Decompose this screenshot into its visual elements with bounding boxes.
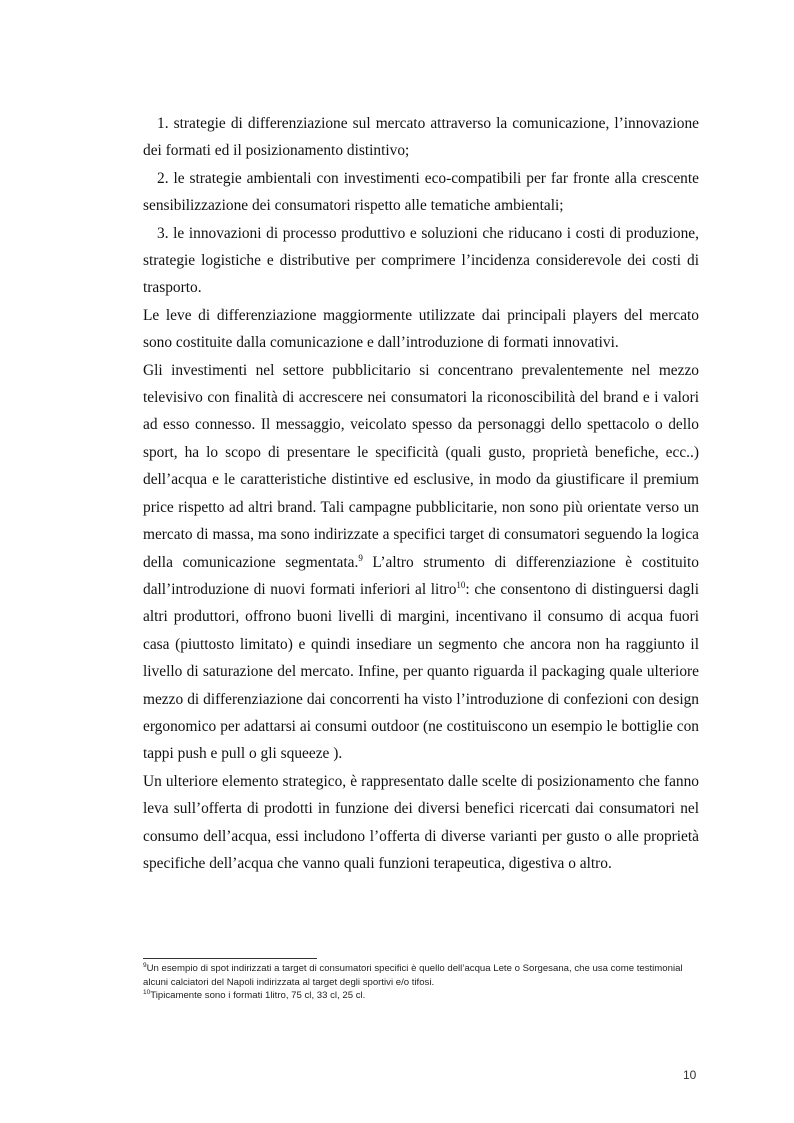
footnote-9-text: Un esempio di spot indirizzati a target di consumatori specifici è quello dell’acqua Lete o Sorgesana, che usa come testimonial alcuni calciatori del Napoli indirizzata al target degli sportivi e/o tifosi.: [143, 963, 683, 988]
paragraph-investimenti: [143, 357, 699, 768]
footnote-separator: [143, 958, 317, 959]
body-text: [143, 110, 699, 877]
paragraph-leve: Le leve di differenziazione maggiormente utilizzate dai principali players del mercato sono costituite dalla comunicazione e dall’introduzione di formati innovativi.: [143, 306, 699, 352]
paragraph-posizionamento: Un ulteriore elemento strategico, è rappresentato dalle scelte di posizionamento che fanno leva sull’offerta di prodotti in funzione dei diversi benefici ricercati dai consumatori nel consumo dell’acqua, essi includono l’offerta di diverse varianti per gusto o alle proprietà specifiche dell’acqua che vanno quali funzioni terapeutica, digestiva o altro.: [143, 772, 699, 872]
footnote-9: [143, 962, 703, 989]
footnotes: [143, 962, 703, 1003]
footnote-10: [143, 989, 703, 1003]
list-item-2: 2. le strategie ambientali con investimenti eco-compatibili per far fronte alla crescente sensibilizzazione dei consumatori rispetto alle tematiche ambientali;: [143, 169, 699, 215]
paragraph-investimenti-part-b: L’altro strumento di differenziazione è costituito dall’introduzione di nuovi formati inferiori al litro: [143, 553, 699, 598]
footnote-10-number: 10: [143, 988, 151, 996]
footnote-ref-9[interactable]: 9: [358, 552, 363, 563]
list-item-3: 3. le innovazioni di processo produttivo e soluzioni che riducano i costi di produzione, strategie logistiche e distributive per comprimere l’incidenza considerevole dei costi di trasporto.: [143, 224, 699, 297]
paragraph-investimenti-part-a: Gli investimenti nel settore pubblicitario si concentrano prevalentemente nel mezzo televisivo con finalità di accrescere nei consumatori la riconoscibilità del brand e i valori ad esso connesso. Il messaggio, veicolato spesso da personaggi dello spettacolo o dello sport, ha lo scopo di presentare le specificità (quali gusto, proprietà benefiche, ecc..) dell’acqua e le caratteristiche distintive ed esclusive, in modo da giustificare il premium price rispetto ad altri brand. Tali campagne pubblicitarie, non sono più orientate verso un mercato di massa, ma sono indirizzate a specifici target di consumatori seguendo la logica della comunicazione segmentata.: [143, 361, 699, 571]
footnote-9-number: 9: [143, 961, 147, 969]
footnote-ref-10[interactable]: 10: [456, 579, 466, 590]
list-item-1: 1. strategie di differenziazione sul mercato attraverso la comunicazione, l’innovazione dei formati ed il posizionamento distintivo;: [143, 115, 699, 160]
page-number: 10: [683, 1068, 697, 1082]
paragraph-investimenti-part-c: : che consentono di distinguersi dagli altri produttori, offrono buoni livelli di margini, incentivano il consumo di acqua fuori casa (piuttosto limitato) e quindi insediare un segmento che ancora non ha raggiunto il livello di saturazione del mercato. Infine, per quanto riguarda il packaging quale ulteriore mezzo di differenziazione dai concorrenti ha visto l’introduzione di confezioni con design ergonomico per adattarsi ai consumi outdoor (ne costituiscono un esempio le bottiglie con tappi push e pull o gli squeeze ).: [143, 580, 699, 763]
footnote-10-text: Tipicamente sono i formati 1litro, 75 cl, 33 cl, 25 cl.: [150, 990, 366, 1001]
